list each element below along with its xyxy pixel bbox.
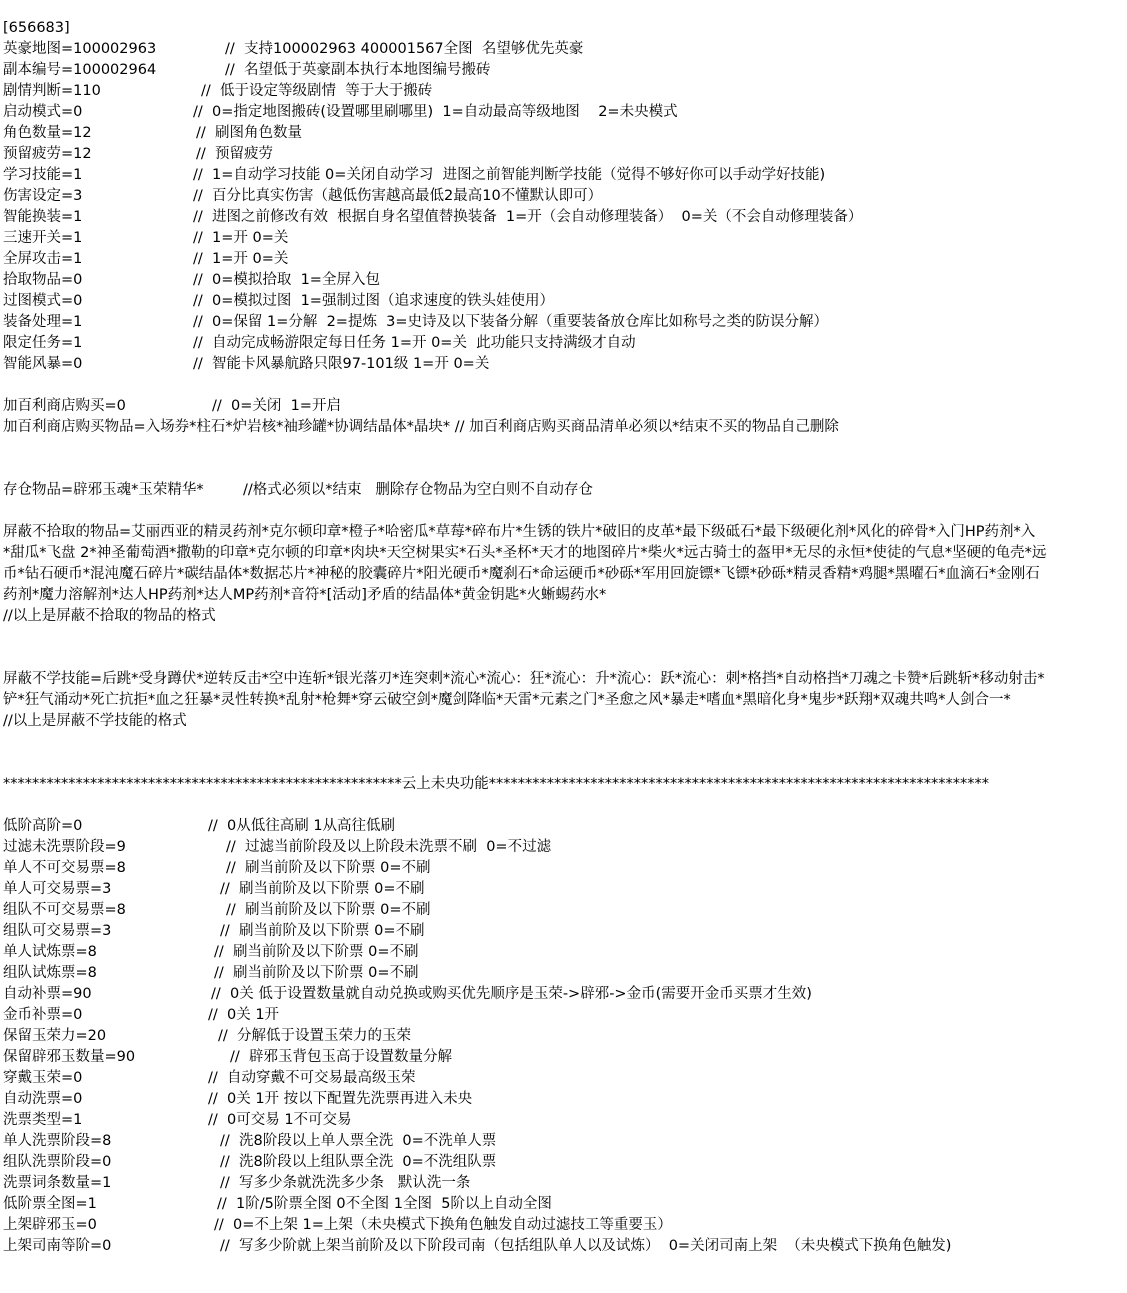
config-line <box>3 1173 1127 1194</box>
config-line <box>3 942 1127 963</box>
config-line <box>3 165 1127 186</box>
config-key: 组队试炼票=8 <box>3 965 97 981</box>
config-line <box>3 921 1127 942</box>
shield-pickup-line: 屏蔽不拾取的物品=艾丽西亚的精灵药剂*克尔顿印章*橙子*哈密瓜*草莓*碎布片*生锈的铁片*破旧的皮革*最下级砥石*最下级硬化剂*风化的碎骨*入门HP药剂*入 <box>3 524 1036 540</box>
config-line <box>3 1047 1127 1068</box>
config-line <box>3 1026 1127 1047</box>
config-key: 学习技能=1 <box>3 167 83 183</box>
config-line <box>3 963 1127 984</box>
config-key: 组队可交易票=3 <box>3 923 112 939</box>
config-key: 过图模式=0 <box>3 293 83 309</box>
config-comment: // 0=保留 1=分解 2=提炼 3=史诗及以下装备分解（重要装备放仓库比如称号之类的防误分解） <box>193 314 829 330</box>
config-line <box>3 123 1127 144</box>
config-key: 组队不可交易票=8 <box>3 902 126 918</box>
config-key: 上架司南等阶=0 <box>3 1238 112 1254</box>
config-line <box>3 1005 1127 1026</box>
config-comment: // 自动穿戴不可交易最高级玉荣 <box>208 1070 416 1086</box>
config-comment: // 刷当前阶及以下阶票 0=不刷 <box>220 923 425 939</box>
config-line <box>3 1152 1127 1173</box>
config-line <box>3 1131 1127 1152</box>
config-comment: // 预留疲劳 <box>196 146 273 162</box>
config-key: 英豪地图=100002963 <box>3 41 157 57</box>
config-line <box>3 816 1127 837</box>
config-comment: // 支持100002963 400001567全图 名望够优先英豪 <box>225 41 584 57</box>
config-key: 金币补票=0 <box>3 1007 83 1023</box>
config-line <box>3 1110 1127 1131</box>
config-comment: // 1阶/5阶票全图 0不全图 1全图 5阶以上自动全图 <box>217 1196 552 1212</box>
shield-skill-note: //以上是屏蔽不学技能的格式 <box>3 713 187 729</box>
config-comment: // 自动完成畅游限定每日任务 1=开 0=关 此功能只支持满级才自动 <box>193 335 636 351</box>
config-comment: // 刷图角色数量 <box>196 125 302 141</box>
config-comment: // 0=模拟过图 1=强制过图（追求速度的铁头娃使用） <box>193 293 554 309</box>
config-comment: // 1=开 0=关 <box>193 251 289 267</box>
config-comment: // 洗8阶段以上组队票全洗 0=不洗组队票 <box>220 1154 497 1170</box>
config-line <box>3 354 1127 375</box>
config-key: 限定任务=1 <box>3 335 83 351</box>
config-comment: // 0关 低于设置数量就自动兑换或购买优先顺序是玉荣->辟邪->金币(需要开金币买票才生效) <box>211 986 812 1002</box>
config-line <box>3 39 1127 60</box>
config-line <box>3 102 1127 123</box>
config-line <box>3 144 1127 165</box>
config-line <box>3 249 1127 270</box>
config-key: 保留辟邪玉数量=90 <box>3 1049 136 1065</box>
config-key: 三速开关=1 <box>3 230 83 246</box>
config-comment: // 1=自动学习技能 0=关闭自动学习 进图之前智能判断学技能（觉得不够好你可以手动学好技能) <box>193 167 826 183</box>
config-key: 穿戴玉荣=0 <box>3 1070 83 1086</box>
config-line <box>3 984 1127 1005</box>
config-comment: // 刷当前阶及以下阶票 0=不刷 <box>226 860 431 876</box>
config-key: 过滤未洗票阶段=9 <box>3 839 126 855</box>
config-key: 洗票词条数量=1 <box>3 1175 112 1191</box>
config-line <box>3 81 1127 102</box>
config-line <box>3 879 1127 900</box>
config-line <box>3 60 1127 81</box>
config-comment: // 刷当前阶及以下阶票 0=不刷 <box>220 881 425 897</box>
config-key: 保留玉荣力=20 <box>3 1028 107 1044</box>
config-comment: // 刷当前阶及以下阶票 0=不刷 <box>214 965 419 981</box>
shield-pickup-note: //以上是屏蔽不拾取的物品的格式 <box>3 608 216 624</box>
gabriel-items-line: 加百利商店购买物品=入场券*柱石*炉岩核*袖珍罐*协调结晶体*晶块* // 加百利商店购买商品清单必须以*结束不买的物品自己删除 <box>3 419 839 435</box>
config-key: 自动补票=90 <box>3 986 92 1002</box>
config-key: 剧情判断=110 <box>3 83 101 99</box>
config-line <box>3 1068 1127 1089</box>
config-header: [656683] <box>3 20 70 36</box>
config-comment: // 0关 1开 按以下配置先洗票再进入未央 <box>208 1091 473 1107</box>
config-key: 低阶高阶=0 <box>3 818 83 834</box>
config-line <box>3 186 1127 207</box>
config-key: 单人不可交易票=8 <box>3 860 126 876</box>
config-comment: // 智能卡风暴航路只限97-101级 1=开 0=关 <box>193 356 490 372</box>
config-line <box>3 1236 1127 1257</box>
shield-skill-line: 屏蔽不学技能=后跳*受身蹲伏*逆转反击*空中连斩*银光落刃*连突刺*流心*流心：狂*流心：升*流心：跃*流心：刺*格挡*自动格挡*刀魂之卡赞*后跳斩*移动射击* <box>3 671 1045 687</box>
config-line <box>3 270 1127 291</box>
shield-pickup-line: 药剂*魔力溶解剂*达人HP药剂*达人MP药剂*音符*[活动]矛盾的结晶体*黄金钥匙*火蜥蜴药水* <box>3 587 607 603</box>
config-line <box>3 480 1127 501</box>
shield-pickup-line: 币*钻石硬币*混沌魔石碎片*碳结晶体*数据芯片*神秘的胶囊碎片*阳光硬币*魔刹石*命运硬币*砂砾*军用回旋镖*飞镖*砂砾*精灵香精*鸡腿*黑曜石*血滴石*金刚石 <box>3 566 1040 582</box>
config-comment: // 低于设定等级剧情 等于大于搬砖 <box>201 83 433 99</box>
config-key: 智能风暴=0 <box>3 356 83 372</box>
config-document <box>3 18 1127 1257</box>
config-key: 副本编号=100002964 <box>3 62 157 78</box>
config-comment: //格式必须以*结束 删除存仓物品为空白则不自动存仓 <box>243 482 593 498</box>
config-line <box>3 1215 1127 1236</box>
config-key: 加百利商店购买=0 <box>3 398 126 414</box>
config-line <box>3 291 1127 312</box>
config-line <box>3 333 1127 354</box>
config-line <box>3 207 1127 228</box>
config-key: 伤害设定=3 <box>3 188 83 204</box>
config-key: 单人试炼票=8 <box>3 944 97 960</box>
shield-skill-line: 铲*狂气涌动*死亡抗拒*血之狂暴*灵性转换*乱射*枪舞*穿云破空剑*魔剑降临*天雷*元素之门*圣愈之风*暴走*嗜血*黑暗化身*鬼步*跃翔*双魂共鸣*人剑合一* <box>3 692 1011 708</box>
config-key: 预留疲劳=12 <box>3 146 92 162</box>
config-line <box>3 1089 1127 1110</box>
config-key: 角色数量=12 <box>3 125 92 141</box>
config-line <box>3 312 1127 333</box>
config-key: 启动模式=0 <box>3 104 83 120</box>
config-comment: // 进图之前修改有效 根据自身名望值替换装备 1=开（会自动修理装备） 0=关（不会自动修理装备） <box>193 209 863 225</box>
config-comment: // 写多少条就洗洗多少条 默认洗一条 <box>220 1175 471 1191</box>
config-comment: // 辟邪玉背包玉高于设置数量分解 <box>230 1049 452 1065</box>
config-comment: // 百分比真实伤害（越低伤害越高最低2最高10不懂默认即可） <box>193 188 603 204</box>
config-comment: // 刷当前阶及以下阶票 0=不刷 <box>214 944 419 960</box>
config-comment: // 名望低于英豪副本执行本地图编号搬砖 <box>225 62 491 78</box>
config-comment: // 分解低于设置玉荣力的玉荣 <box>218 1028 411 1044</box>
section-divider: *******************************************************云上未央功能********************************************************************* <box>3 776 989 792</box>
config-key: 智能换装=1 <box>3 209 83 225</box>
config-comment: // 0从低往高刷 1从高往低刷 <box>208 818 396 834</box>
config-key: 全屏攻击=1 <box>3 251 83 267</box>
config-comment: // 刷当前阶及以下阶票 0=不刷 <box>226 902 431 918</box>
config-comment: // 0可交易 1不可交易 <box>208 1112 352 1128</box>
config-comment: // 洗8阶段以上单人票全洗 0=不洗单人票 <box>220 1133 497 1149</box>
config-comment: // 0=指定地图搬砖(设置哪里刷哪里) 1=自动最高等级地图 2=未央模式 <box>193 104 678 120</box>
config-comment: // 0=关闭 1=开启 <box>212 398 341 414</box>
config-key: 拾取物品=0 <box>3 272 83 288</box>
config-comment: // 过滤当前阶段及以上阶段未洗票不刷 0=不过滤 <box>226 839 552 855</box>
config-comment: // 写多少阶就上架当前阶及以下阶段司南（包括组队单人以及试炼） 0=关闭司南上架 （未央模式下换角色触发) <box>220 1238 952 1254</box>
config-comment: // 0=模拟拾取 1=全屏入包 <box>193 272 380 288</box>
config-line <box>3 900 1127 921</box>
config-key: 单人可交易票=3 <box>3 881 112 897</box>
config-key: 自动洗票=0 <box>3 1091 83 1107</box>
config-key: 装备处理=1 <box>3 314 83 330</box>
config-key: 存仓物品=辟邪玉魂*玉荣精华* <box>3 482 204 498</box>
config-comment: // 0=不上架 1=上架（未央模式下换角色触发自动过滤技工等重要玉） <box>214 1217 672 1233</box>
config-comment: // 0关 1开 <box>208 1007 280 1023</box>
config-comment: // 1=开 0=关 <box>193 230 289 246</box>
config-key: 单人洗票阶段=8 <box>3 1133 112 1149</box>
config-line <box>3 858 1127 879</box>
config-line <box>3 228 1127 249</box>
config-key: 低阶票全图=1 <box>3 1196 97 1212</box>
config-key: 上架辟邪玉=0 <box>3 1217 97 1233</box>
config-line <box>3 1194 1127 1215</box>
config-line <box>3 396 1127 417</box>
config-line <box>3 837 1127 858</box>
config-key: 组队洗票阶段=0 <box>3 1154 112 1170</box>
shield-pickup-line: *甜瓜*飞盘 2*神圣葡萄酒*撒勒的印章*克尔顿的印章*肉块*天空树果实*石头*圣杯*天才的地图碎片*柴火*远古骑士的盔甲*无尽的永恒*使徒的气息*坚硬的龟壳*远 <box>3 545 1047 561</box>
config-key: 洗票类型=1 <box>3 1112 83 1128</box>
